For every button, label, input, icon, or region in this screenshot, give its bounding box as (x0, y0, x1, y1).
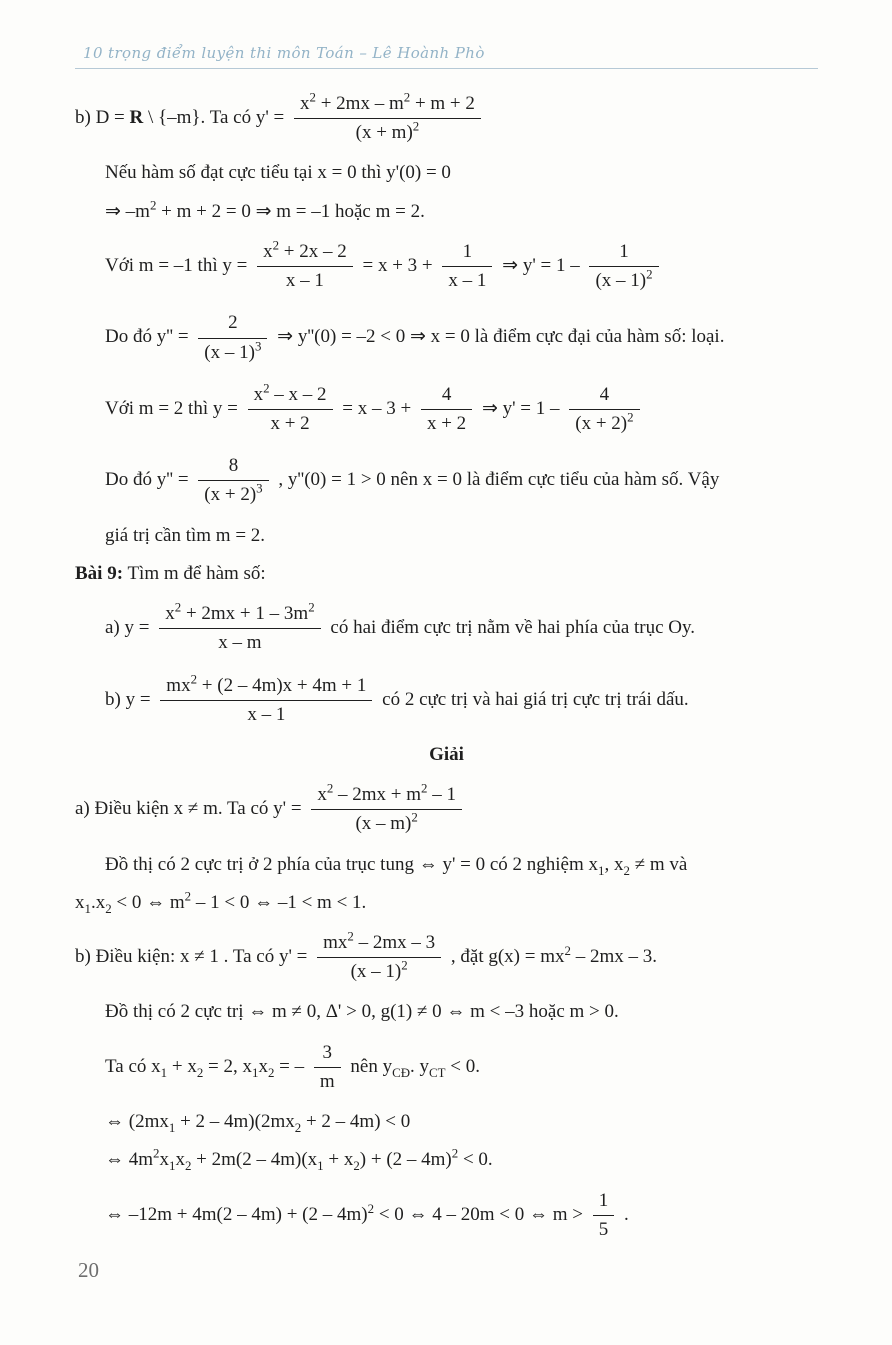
fraction-numerator: $mx^2 + (2 - 4m)x + 4m + 1$ (160, 673, 372, 701)
fraction-numerator: $x^2$ – x – 2 (248, 382, 333, 410)
fraction-denominator: x – 1 (247, 703, 286, 725)
fraction-numerator: 2 (198, 310, 267, 338)
math-line: ⇔ $4m^2x_1x_2 + 2m(2 - 4m)(x_1 + x_2) + (2 - 4m)^2 < 0$. (105, 1146, 493, 1174)
fraction-denominator: $(x + m)^2$ (355, 118, 420, 144)
math-line: Do đó y'' = $\frac{2}{(x - 1)^3}$ ⇒ y''(0) = –2 < 0 ⇒ x = 0 là điểm cực đại của hàm số: loại. (105, 308, 818, 367)
fraction-denominator: $(x + 2)^2$ (575, 409, 634, 434)
fraction-denominator: x – m (218, 632, 262, 654)
math-line: Ta có $x_1 + x_2 = 2$, $x_1x_2$ = – $\frac{3}{m}$ nên $y_{CĐ}$. $y_{CT} < 0$. (105, 1038, 818, 1097)
fraction-denominator: m (319, 1070, 335, 1092)
fraction-numerator: 8 (198, 453, 268, 481)
math-line: Do đó y'' = $\frac{8}{(x + 2)^3}$ , y''(0) = 1 > 0 nên x = 0 là điểm cực tiểu của hàm số. Vậy (105, 451, 818, 510)
fraction-numerator: 3 (314, 1040, 341, 1068)
math-line: Với m = –1 thì y = $\frac{x^2 + 2x - 2}{x - 1}$ = x + 3 + $\frac{1}{x - 1}$ ⇒ y' = 1 – $\frac{1}{(x - 1)^2}$ (105, 237, 818, 296)
fraction-numerator: 1 (442, 239, 492, 267)
page-header (75, 44, 818, 69)
fraction-numerator: 4 (421, 382, 472, 410)
fraction (311, 782, 462, 837)
page-number: 20 (78, 1258, 99, 1282)
content (75, 89, 818, 1245)
fraction-denominator: x – 1 (285, 270, 324, 292)
fraction-denominator: x + 2 (270, 412, 310, 434)
fraction-denominator: (x – 1)$^3$ (204, 338, 262, 363)
fraction (198, 310, 267, 365)
math-line: Giải (429, 743, 464, 765)
math-line: ⇔ –12m + 4m(2 – 4m) + (2 – 4m)$^2$ < 0 ⇔ 4 – 20m < 0 ⇔ m > $\frac{1}{5}$ . (105, 1186, 818, 1245)
math-line: b) Điều kiện: x ≠ 1 . Ta có y' = $\frac{mx^2 - 2mx - 3}{(x - 1)^2}$ , đặt $g(x) = mx^2 - 2mx - 3$. (75, 928, 818, 987)
fraction (294, 91, 481, 146)
fraction (421, 382, 472, 437)
fraction-numerator: $x^2 + 2mx - m^2 + m + 2$ (294, 91, 481, 119)
math-line: a) y = $\frac{x^2 + 2mx + 1 - 3m^2}{x - m}$ có hai điểm cực trị nằm về hai phía của trục Oy. (105, 599, 818, 658)
math-line: Đồ thị có 2 cực trị ở 2 phía của trục tung ⇔ y' = 0 có 2 nghiệm $x_1$, $x_2 \ne m$ và (105, 853, 688, 878)
fraction (257, 239, 353, 294)
fraction-numerator: $x^2 + 2mx + 1 - 3m^2$ (159, 601, 320, 629)
fraction-denominator: 5 (598, 1218, 609, 1240)
fraction-numerator: $mx^2 - 2mx - 3$ (317, 930, 441, 958)
running-head: 10 trọng điểm luyện thi môn Toán – Lê Hoành Phò (83, 44, 485, 62)
math-line: Nếu hàm số đạt cực tiểu tại x = 0 thì y'(0) = 0 (105, 162, 451, 184)
fraction-numerator: $x^2 - 2mx + m^2 - 1$ (311, 782, 462, 810)
fraction (248, 382, 333, 437)
fraction (160, 673, 372, 728)
fraction (198, 453, 268, 508)
math-line: $x_1.x_2 < 0$ ⇔ $m^2 - 1 < 0$ ⇔ –1 < m < 1. (75, 888, 367, 916)
math-line: ⇔ $(2mx_1 + 2 - 4m)(2mx_2 + 2 - 4m) < 0$ (105, 1111, 411, 1135)
math-line: ⇒ $-m^2 + m + 2 = 0$ ⇒ m = –1 hoặc m = 2. (105, 197, 425, 222)
fraction-numerator: 1 (589, 239, 658, 267)
fraction (442, 239, 492, 294)
fraction (593, 1188, 615, 1243)
math-line: Đồ thị có 2 cực trị ⇔ m ≠ 0, Δ' > 0, g(1) ≠ 0 ⇔ m < –3 hoặc m > 0. (105, 1001, 619, 1023)
fraction (314, 1040, 341, 1095)
fraction-denominator: x – 1 (448, 270, 487, 292)
fraction-numerator: 4 (569, 382, 639, 410)
math-line: a) Điều kiện x ≠ m. Ta có y' = $\frac{x^2 - 2mx + m^2 - 1}{(x - m)^2}$ (75, 780, 818, 839)
math-line: Bài 9: Tìm m để hàm số: (75, 562, 266, 584)
fraction-denominator: $(x + 2)^3$ (204, 481, 263, 506)
fraction (317, 930, 441, 985)
fraction-denominator: (x – 1)$^2$ (595, 266, 653, 292)
fraction-numerator: 1 (593, 1188, 615, 1216)
fraction-denominator: x + 2 (426, 412, 467, 434)
fraction-denominator: (x – m)$^2$ (355, 810, 418, 835)
fraction (569, 382, 639, 437)
math-line: b) D = R \ {–m}. Ta có y' = $\frac{x^2 + 2mx - m^2 + m + 2}{(x + m)^2}$ (75, 89, 818, 148)
fraction-numerator: $x^2 + 2x - 2$ (257, 239, 353, 267)
fraction (589, 239, 658, 294)
header-rule (75, 68, 818, 69)
fraction-denominator: (x – 1)$^2$ (350, 957, 408, 983)
math-line: giá trị cần tìm m = 2. (105, 524, 266, 546)
fraction (159, 601, 320, 656)
math-line: b) y = $\frac{mx^2 + (2 - 4m)x + 4m + 1}{x - 1}$ có 2 cực trị và hai giá trị cực trị trái dấu. (105, 671, 818, 730)
math-line: Với m = 2 thì y = $\frac{x^2 - x - 2}{x + 2}$ = x – 3 + $\frac{4}{x + 2}$ ⇒ y' = 1 – $\frac{4}{(x + 2)^2}$ (105, 380, 818, 439)
